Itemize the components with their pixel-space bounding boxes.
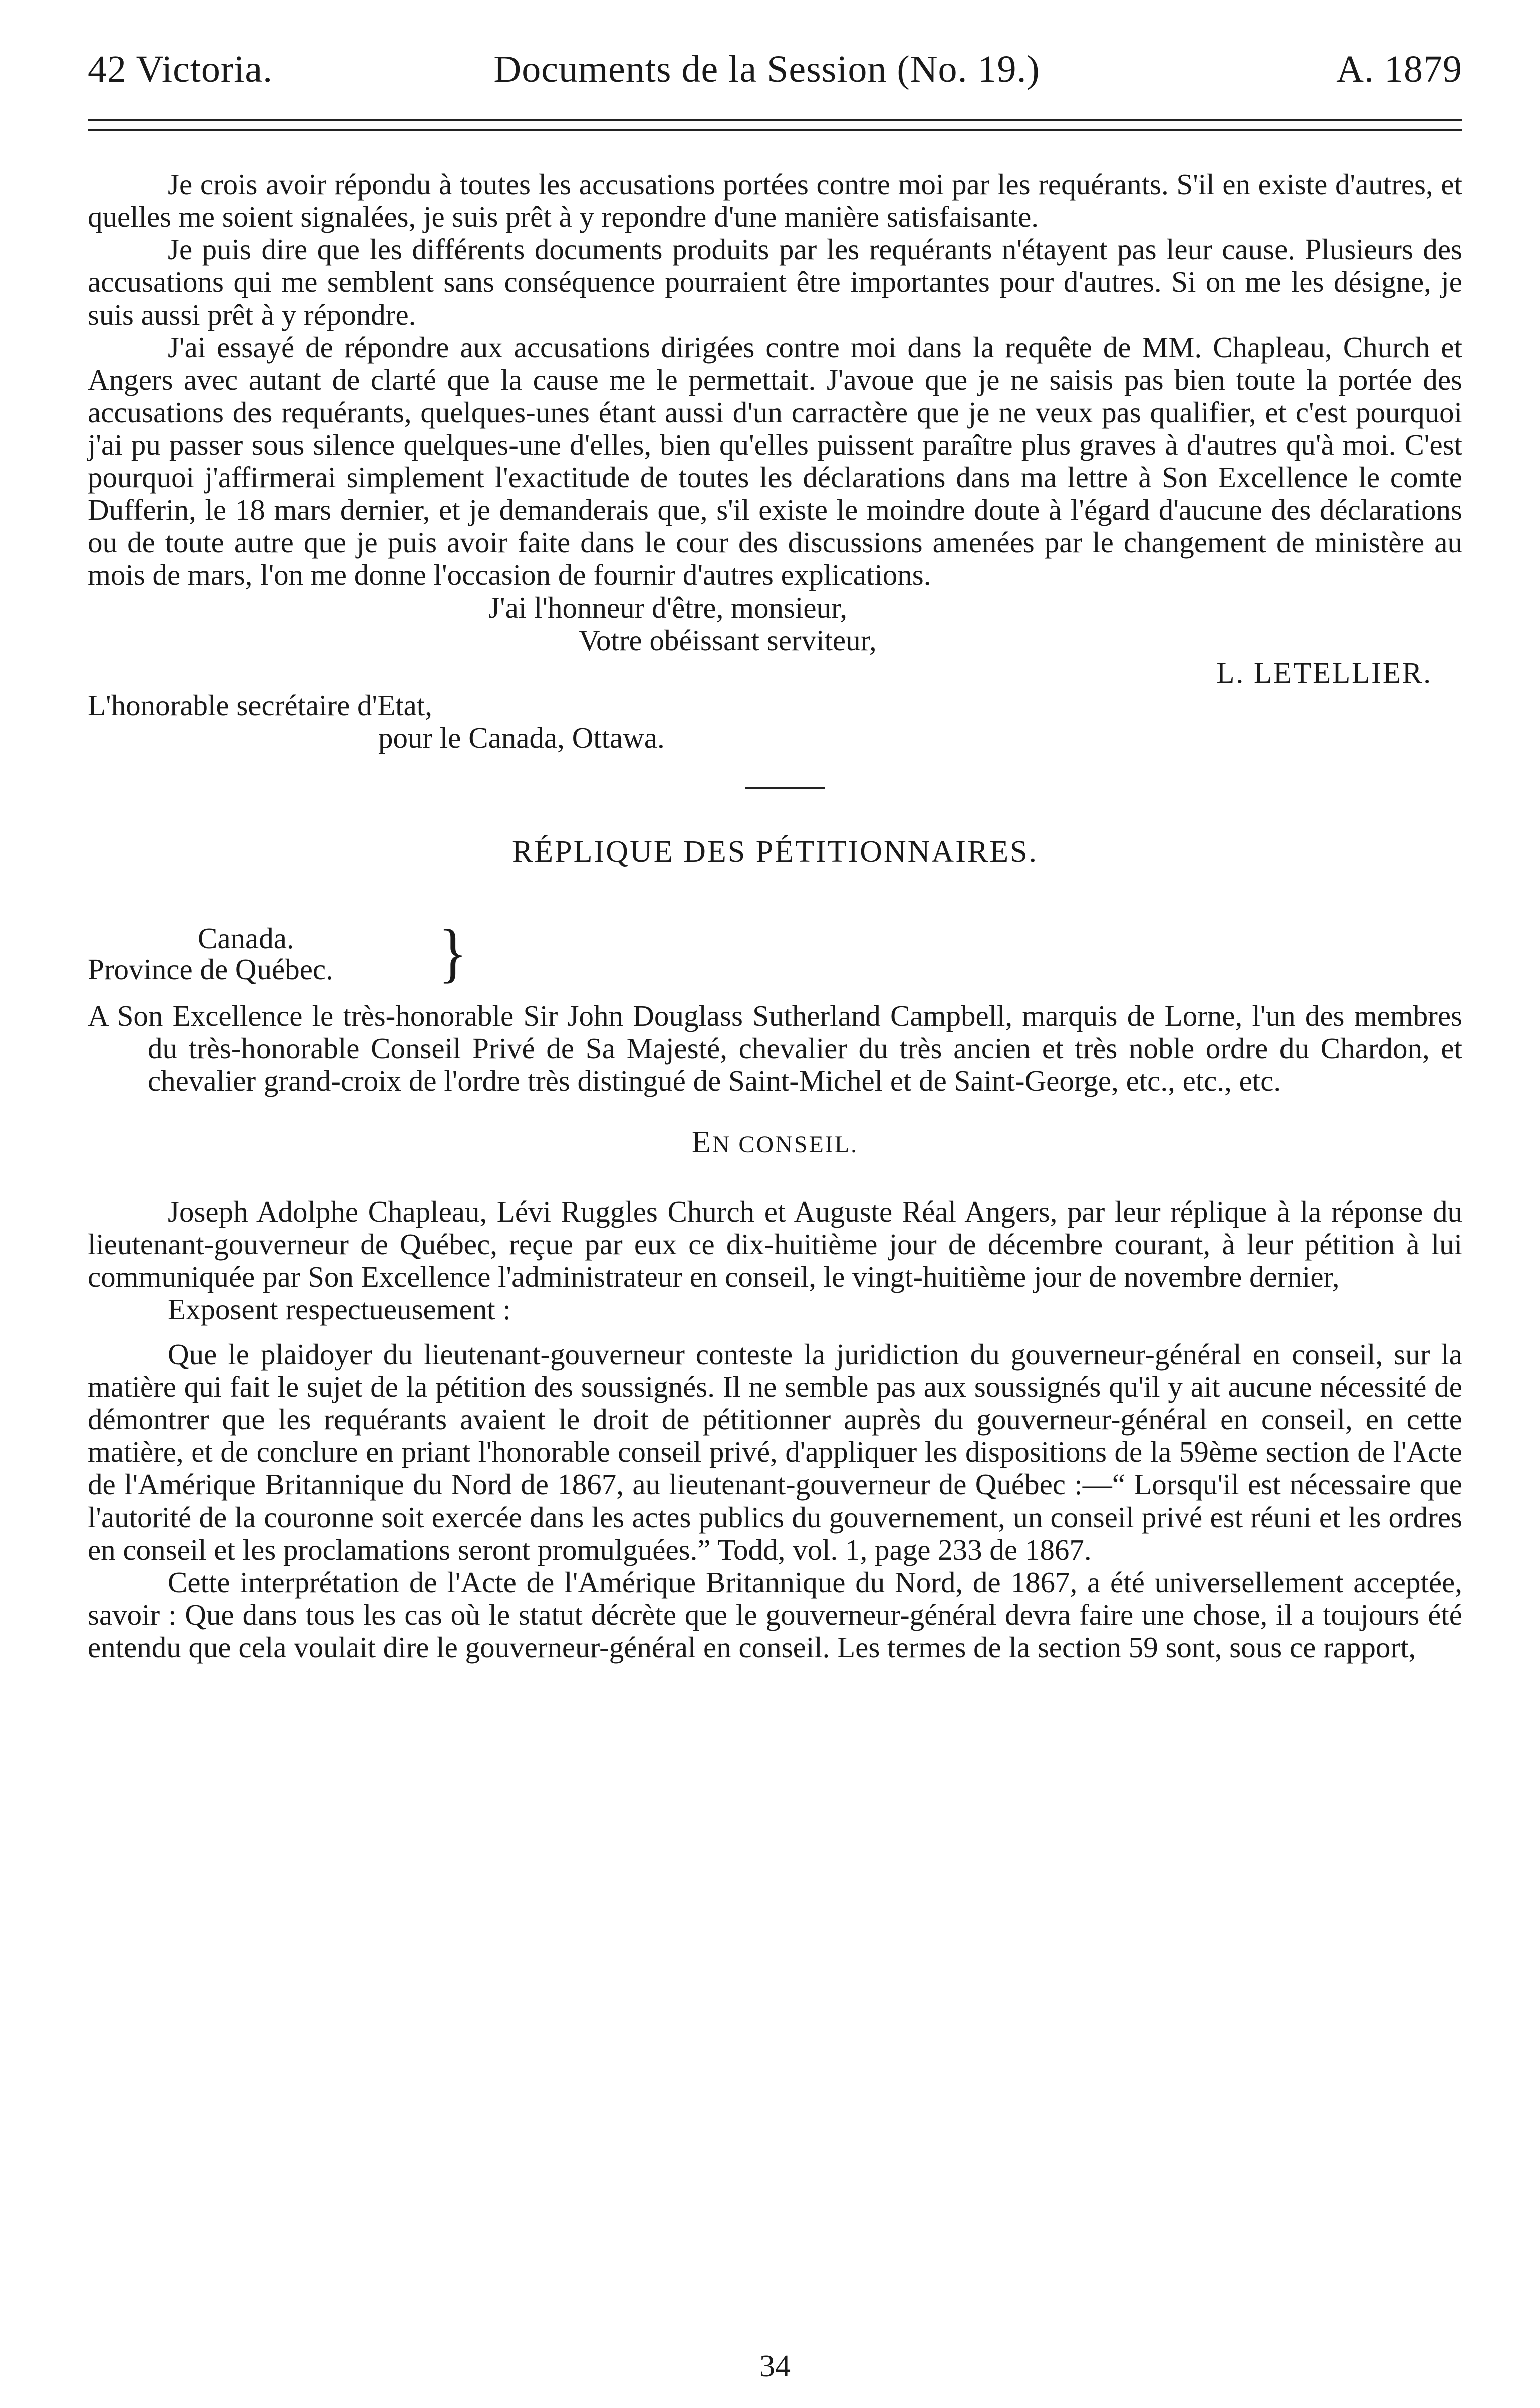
closing-salutation: J'ai l'honneur d'être, monsieur, [488,591,848,624]
reply-paragraph: Que le plaidoyer du lieutenant-gouverneur conteste la juridiction du gouverneur-général en conseil, sur la matière qui fait le sujet de la pétition des soussignés. Il ne semble pas aux soussignés qu'il y ait aucune nécessité de démontrer que les requérants avaient le droit de pétitionner auprès du gouverneur-général en conseil, en cette matière, et de conclure en priant l'honorable conseil privé, d'appliquer les dispositions de la 59ème section de l'Acte de l'Amérique Britannique du Nord de 1867, au lieutenant-gouverneur de Québec :—“ Lorsqu'il est nécessaire que l'autorité de la couronne soit exercée dans les actes publics du gouvernement, un conseil privé est réuni et les ordres en conseil et les proclamations seront promulguées.” Todd, vol. 1, page 233 de 1867. [88,1338,1462,1566]
letter-paragraph: Je crois avoir répondu à toutes les accusations portées contre moi par les requérants. S'il en existe d'autres, et quelles me soient signalées, je suis prêt à y repondre d'une manière satisfaisante. [88,168,1462,233]
en-conseil-rest: N CONSEIL. [712,1131,859,1158]
letter-body [88,168,1462,591]
header-rule [88,119,1462,131]
venue-province: Province de Québec. [88,953,333,986]
letter-closing [88,591,1462,754]
en-conseil-heading [88,1125,1462,1160]
header-title: Documents de la Session (No. 19.) [493,48,1040,90]
brace-glyph: } [438,916,467,989]
header-year: A. 1879 [1336,48,1462,90]
reply-body [88,1195,1462,1664]
en-conseil-initial: E [691,1125,712,1159]
letter-paragraph: J'ai essayé de répondre aux accusations dirigées contre moi dans la requête de MM. Chapleau, Church et Angers avec autant de clarté que la cause me le permettait. J'avoue que je ne saisis pas bien toute la portée des accusations des requérants, quelques-unes étant aussi d'un carractère que je ne veux pas qualifier, et c'est pourquoi j'ai pu passer sous silence quelques-une d'elles, bien qu'elles puissent paraître plus graves à d'autres qu'à moi. C'est pourquoi j'affirmerai simplement l'exactitude de toutes les déclarations dans ma lettre à Son Excellence le comte Dufferin, le 18 mars dernier, et je demanderais que, s'il existe le moindre doute à l'égard d'aucune des déclarations ou de toute autre que je puis avoir faite dans le cour des discussions amenées par le changement de ministère au mois de mars, l'on me donne l'occasion de fournir d'autres explications. [88,331,1462,591]
signature: L. LETELLIER. [1216,656,1432,689]
section-divider [745,787,825,789]
letter-paragraph: Je puis dire que les différents documents produits par les requérants n'étayent pas leur cause. Plusieurs des accusations qui me semblent sans conséquence pourraient être importantes pour d'autres. Si on me les désigne, je suis aussi prêt à y répondre. [88,233,1462,331]
closing-servant: Votre obéissant serviteur, [579,624,877,657]
reply-intro: Joseph Adolphe Chapleau, Lévi Ruggles Church et Auguste Réal Angers, par leur réplique à la réponse du lieutenant-gouverneur de Québec, reçue par eux ce dix-huitième jour de décembre courant, à leur pétition à lui communiquée par Son Excellence l'administrateur en conseil, le vingt-huitième jour de novembre dernier, [88,1195,1462,1293]
petition-address: A Son Excellence le très-honorable Sir John Douglass Sutherland Campbell, marquis de Lorne, l'un des membres du très-honorable Conseil Privé de Sa Majesté, chevalier du très ancien et très noble ordre du Chardon, et chevalier grand-croix de l'ordre très distingué de Saint-Michel et de Saint-George, etc., etc., etc. [88,999,1462,1097]
running-header [88,48,1462,91]
page-number: 34 [759,2349,791,2383]
addressee-line: L'honorable secrétaire d'Etat, [88,689,432,722]
addressee-line: pour le Canada, Ottawa. [378,721,665,754]
section-heading: RÉPLIQUE DES PÉTITIONNAIRES. [511,835,1039,869]
reply-expose: Exposent respectueusement : [168,1293,511,1326]
header-reign: 42 Victoria. [88,48,273,90]
venue-country: Canada. [198,922,294,955]
venue-block [88,916,539,989]
reply-paragraph: Cette interprétation de l'Acte de l'Amérique Britannique du Nord, de 1867, a été universellement acceptée, savoir : Que dans tous les cas où le statut décrète que le gouverneur-général devra faire une chose, il a toujours été entendu que cela voulait dire le gouverneur-général en conseil. Les termes de la section 59 sont, sous ce rapport, [88,1566,1462,1664]
